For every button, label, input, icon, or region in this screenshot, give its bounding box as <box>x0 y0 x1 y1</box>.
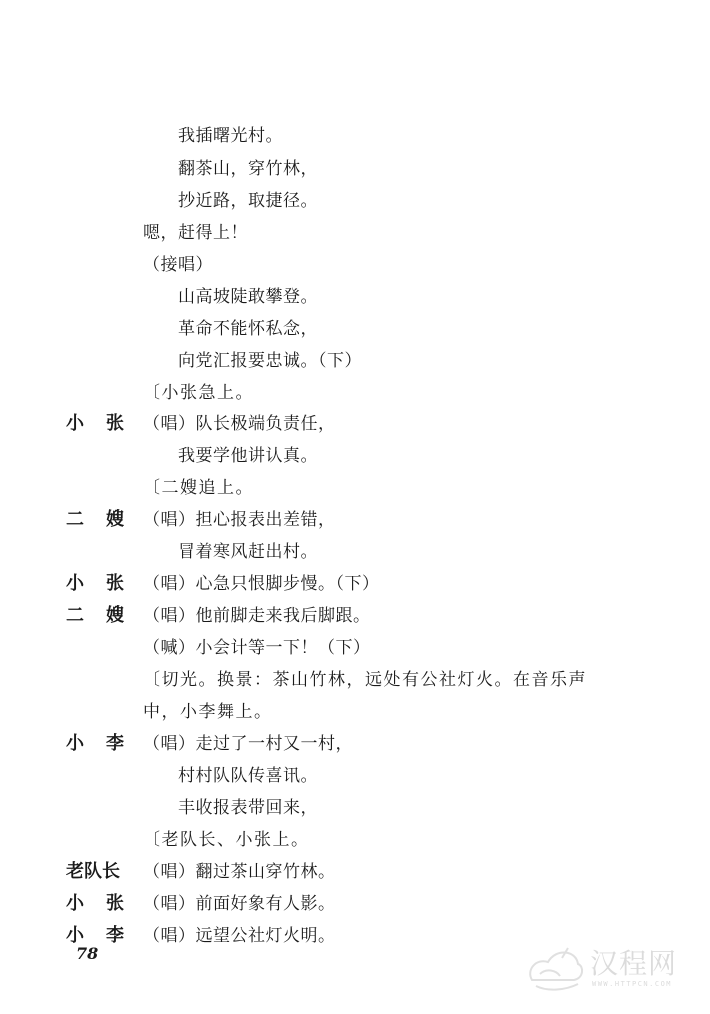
watermark-url: WWW.HTTPCN.COM <box>592 980 673 988</box>
line-24: （唱）翻过茶山穿竹林。 <box>143 862 336 882</box>
stage-direction-2: 〔二嫂追上。 <box>143 478 254 498</box>
speaker-ersao-1: 二嫂 <box>66 509 146 530</box>
stage-direction-4: 〔老队长、小张上。 <box>143 830 310 850</box>
line-7: 革命不能怀私念， <box>178 319 318 339</box>
stage-direction-1: 〔小张急上。 <box>143 383 254 403</box>
speaker-xiaozhang-2: 小张 <box>66 573 146 594</box>
line-4: 嗯，赶得上！ <box>143 223 248 243</box>
speaker-xiaozhang-3: 小张 <box>66 893 146 914</box>
page-number: 78 <box>76 944 99 963</box>
watermark-logo-icon <box>522 940 586 996</box>
line-5: （接唱） <box>143 255 213 275</box>
watermark-brand: 汉程网 <box>590 947 678 980</box>
line-6: 山高坡陡敢攀登。 <box>178 287 318 307</box>
line-21: 村村队队传喜讯。 <box>178 766 318 786</box>
speaker-ersao-2: 二嫂 <box>66 605 146 626</box>
line-15: （唱）心急只恨脚步慢。（下） <box>143 574 380 594</box>
stage-direction-3: 〔切光。换景：茶山竹林，远处有公社灯火。在音乐声 <box>143 670 587 690</box>
line-1: 我插曙光村。 <box>178 126 283 146</box>
line-26: （唱）远望公社灯火明。 <box>143 926 336 946</box>
line-10: （唱）队长极端负责任， <box>143 414 336 434</box>
line-17: （喊）小会计等一下！（下） <box>143 638 371 658</box>
line-25: （唱）前面好象有人影。 <box>143 894 336 914</box>
speaker-xiaoli-2: 小李 <box>66 925 146 946</box>
line-20: （唱）走过了一村又一村， <box>143 734 353 754</box>
line-2: 翻茶山，穿竹林， <box>178 159 318 179</box>
line-14: 冒着寒风赶出村。 <box>178 542 318 562</box>
watermark <box>520 938 700 998</box>
speaker-xiaoli-1: 小李 <box>66 733 146 754</box>
line-16: （唱）他前脚走来我后脚跟。 <box>143 606 371 626</box>
line-8: 向党汇报要忠诚。（下） <box>178 351 362 371</box>
speaker-laoduizhang: 老队长 <box>66 861 120 882</box>
stage-direction-3-cont: 中，小李舞上。 <box>143 702 273 722</box>
line-3: 抄近路，取捷径。 <box>178 191 318 211</box>
line-22: 丰收报表带回来， <box>178 798 318 818</box>
line-11: 我要学他讲认真。 <box>178 446 318 466</box>
line-13: （唱）担心报表出差错， <box>143 510 336 530</box>
speaker-xiaozhang-1: 小张 <box>66 413 146 434</box>
